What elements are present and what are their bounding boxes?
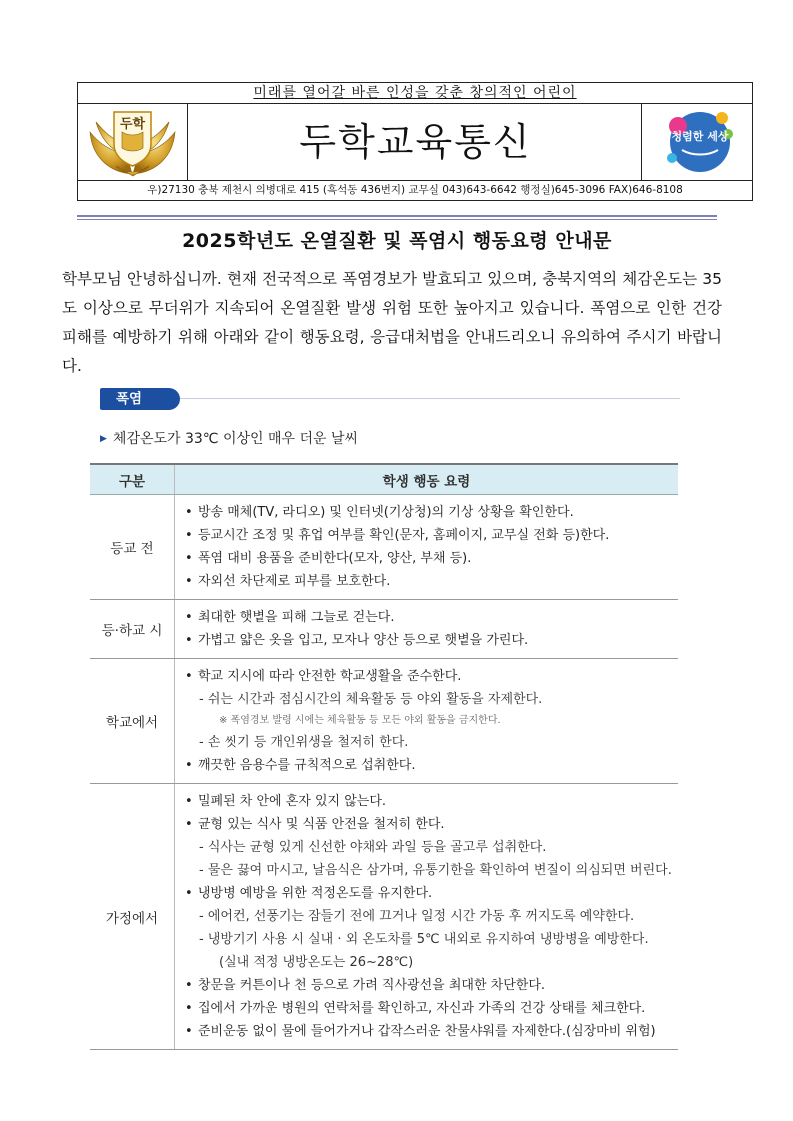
guideline-subitem: - 물은 끓여 마시고, 날음식은 삼가며, 유통기한을 확인하여 변질이 의심되면 버린다. bbox=[199, 863, 672, 878]
behavior-guideline-table bbox=[90, 463, 678, 1050]
guideline-item: • 가볍고 얇은 옷을 입고, 모자나 양산 등으로 햇볕을 가린다. bbox=[185, 629, 678, 652]
guideline-item: • 폭염 대비 용품을 준비한다(모자, 양산, 부채 등). bbox=[185, 547, 678, 570]
row-category: 가정에서 bbox=[90, 784, 175, 1050]
condition-text: 체감온도가 33℃ 이상인 매우 더운 날씨 bbox=[112, 431, 359, 447]
logo-text: 두학 bbox=[119, 117, 146, 132]
guideline-item: • 최대한 햇볕을 피해 그늘로 걷는다. bbox=[185, 606, 678, 629]
newsletter-title: 두학교육통신 bbox=[299, 120, 532, 164]
guideline-item: • 집에서 가까운 병원의 연락처를 확인하고, 자신과 가족의 건강 상태를 체크한다. bbox=[185, 997, 678, 1020]
guideline-item: • 학교 지시에 따라 안전한 학교생활을 준수한다. bbox=[185, 665, 678, 688]
table-row bbox=[90, 784, 678, 1050]
document-title: 2025학년도 온열질환 및 폭염시 행동요령 안내문 bbox=[182, 230, 612, 252]
divider-top bbox=[77, 215, 717, 217]
guideline-subitem: - 식사는 균형 있게 신선한 야채와 과일 등을 골고루 섭취한다. bbox=[199, 840, 547, 855]
guideline-item: • 창문을 커튼이나 천 등으로 가려 직사광선을 최대한 차단한다. bbox=[185, 974, 678, 997]
newsletter-header bbox=[77, 82, 753, 201]
guideline-subitem: (실내 적정 냉방온도는 26~28℃) bbox=[219, 955, 414, 970]
table-header-row bbox=[90, 464, 678, 495]
integrity-badge bbox=[641, 104, 752, 180]
column-header-guidelines: 학생 행동 요령 bbox=[175, 464, 679, 495]
column-header-category: 구분 bbox=[90, 464, 175, 495]
integrity-badge-icon bbox=[642, 104, 752, 180]
guideline-subitem: - 에어컨, 선풍기는 잠들기 전에 끄거나 일정 시간 가동 후 꺼지도록 예약한다. bbox=[199, 909, 635, 924]
section-divider bbox=[180, 398, 680, 399]
guideline-subitem: - 냉방기기 사용 시 실내 · 외 온도차를 5℃ 내외로 유지하여 냉방병을 예방한다. bbox=[199, 932, 649, 947]
school-address: 우)27130 충북 제천시 의병대로 415 (흑석동 436번지) 교무실 043)643-6642 행정실)645-3096 FAX)646-8108 bbox=[147, 184, 683, 196]
guideline-item: • 방송 매체(TV, 라디오) 및 인터넷(기상청)의 기상 상황을 확인한다. bbox=[185, 501, 678, 524]
intro-paragraph: 학부모님 안녕하십니까. 현재 전국적으로 폭염경보가 발효되고 있으며, 충북지역의 체감온도는 35도 이상으로 무더위가 지속되어 온열질환 발생 위험 또한 높아지고 있습니다. 폭염으로 인한 건강 피해를 예방하기 위해 아래와 같이 행동요령, 응급대처법을 안내드리오니 유의하여 주시기 바랍니다. bbox=[62, 270, 722, 375]
row-guidelines bbox=[175, 600, 679, 659]
table-row bbox=[90, 495, 678, 600]
guideline-item: • 깨끗한 음용수를 규칙적으로 섭취한다. bbox=[185, 754, 678, 777]
row-guidelines bbox=[175, 495, 679, 600]
school-slogan: 미래를 열어갈 바른 인성을 갖춘 창의적인 어린이 bbox=[78, 83, 752, 104]
guideline-item: • 준비운동 없이 물에 들어가거나 갑작스러운 찬물샤워를 자제한다.(심장마비 위험) bbox=[185, 1020, 678, 1043]
guideline-subitem: - 쉬는 시간과 점심시간의 체육활동 등 야외 활동을 자제한다. bbox=[199, 692, 543, 707]
row-category: 등·하교 시 bbox=[90, 600, 175, 659]
guideline-item: • 밀폐된 차 안에 혼자 있지 않는다. bbox=[185, 790, 678, 813]
guideline-item: • 냉방병 예방을 위한 적정온도를 유지한다. bbox=[185, 882, 678, 905]
badge-text: 청렴한 세상 bbox=[671, 130, 729, 143]
divider-top-thin bbox=[77, 219, 717, 220]
table-row bbox=[90, 659, 678, 784]
section-tag-heatwave: 폭염 bbox=[100, 388, 180, 410]
guideline-note: ※ 폭염경보 발령 시에는 체육활동 등 모든 야외 활동을 금지한다. bbox=[219, 715, 501, 726]
condition-line bbox=[100, 428, 358, 448]
row-category: 등교 전 bbox=[90, 495, 175, 600]
table-row bbox=[90, 600, 678, 659]
guideline-item: • 등교시간 조정 및 휴업 여부를 확인(문자, 홈페이지, 교무실 전화 등)한다. bbox=[185, 524, 678, 547]
guideline-item: • 자외선 차단제로 피부를 보호한다. bbox=[185, 570, 678, 593]
guideline-item: • 균형 있는 식사 및 식품 안전을 철저히 한다. bbox=[185, 813, 678, 836]
school-logo bbox=[78, 104, 188, 180]
school-emblem-icon bbox=[78, 104, 187, 180]
row-category: 학교에서 bbox=[90, 659, 175, 784]
triangle-bullet-icon: ▶ bbox=[100, 434, 107, 444]
row-guidelines bbox=[175, 784, 679, 1050]
guideline-subitem: - 손 씻기 등 개인위생을 철저히 한다. bbox=[199, 735, 409, 750]
header-title-row bbox=[78, 104, 752, 181]
row-guidelines bbox=[175, 659, 679, 784]
